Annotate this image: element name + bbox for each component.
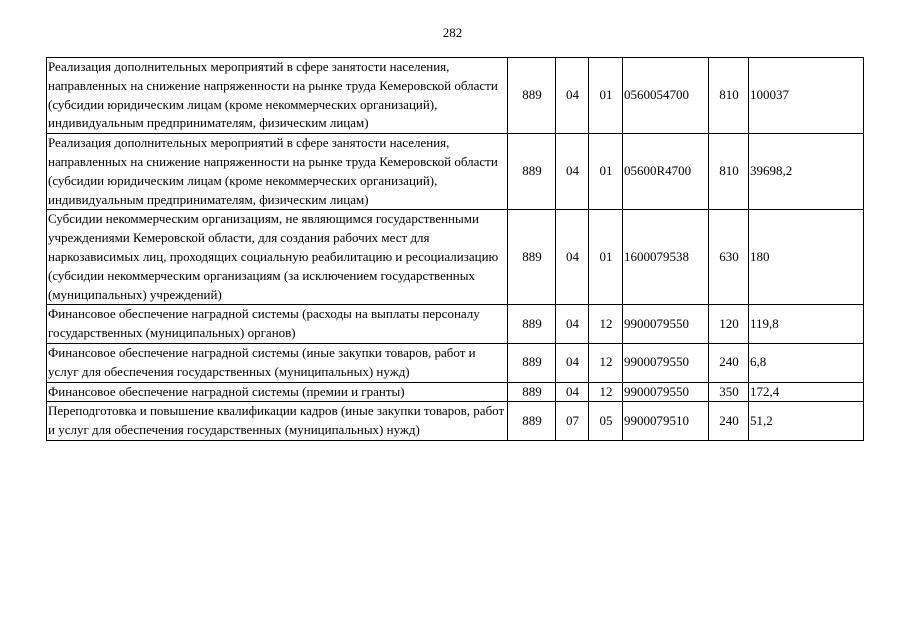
budget-table [46, 57, 864, 441]
amount-value: 172,4 [749, 382, 864, 402]
section-code: 04 [556, 343, 589, 382]
target-article-code: 9900079550 [623, 343, 709, 382]
subsection-code: 01 [589, 134, 623, 210]
page-number: 282 [442, 25, 463, 40]
row-description: Финансовое обеспечение наградной системы (премии и гранты) [47, 382, 508, 402]
table-row [47, 343, 864, 382]
expense-type-code: 810 [709, 58, 749, 134]
table-row [47, 382, 864, 402]
expense-type-code: 350 [709, 382, 749, 402]
amount-value: 180 [749, 210, 864, 305]
table-row [47, 58, 864, 134]
expense-type-code: 630 [709, 210, 749, 305]
subsection-code: 05 [589, 402, 623, 441]
amount-value: 119,8 [749, 305, 864, 344]
section-code: 04 [556, 305, 589, 344]
expense-type-code: 240 [709, 402, 749, 441]
row-description: Реализация дополнительных мероприятий в сфере занятости населения, направленных на снижение напряженности на рынке труда Кемеровской области (субсидии юридическим лицам (кроме некоммерческих организаций), индивидуальным предпринимателям, физическим лицам) [47, 134, 508, 210]
ministry-code: 889 [508, 343, 556, 382]
amount-value: 100037 [749, 58, 864, 134]
section-code: 04 [556, 382, 589, 402]
ministry-code: 889 [508, 134, 556, 210]
subsection-code: 01 [589, 210, 623, 305]
section-code: 07 [556, 402, 589, 441]
target-article-code: 9900079550 [623, 382, 709, 402]
table-row [47, 305, 864, 344]
subsection-code: 01 [589, 58, 623, 134]
ministry-code: 889 [508, 210, 556, 305]
section-code: 04 [556, 134, 589, 210]
target-article-code: 9900079550 [623, 305, 709, 344]
row-description: Финансовое обеспечение наградной системы (расходы на выплаты персоналу государственных (муниципальных) органов) [47, 305, 508, 344]
row-description: Субсидии некоммерческим организациям, не являющимся государственными учреждениями Кемеровской области, для создания рабочих мест для наркозависимых лиц, проходящих социальную реабилитацию и ресоциализацию (субсидии некоммерческим организациям (за исключением государственных (муниципальных) учреждений) [47, 210, 508, 305]
expense-type-code: 120 [709, 305, 749, 344]
ministry-code: 889 [508, 382, 556, 402]
amount-value: 39698,2 [749, 134, 864, 210]
target-article-code: 1600079538 [623, 210, 709, 305]
section-code: 04 [556, 58, 589, 134]
subsection-code: 12 [589, 305, 623, 344]
subsection-code: 12 [589, 343, 623, 382]
table-row [47, 134, 864, 210]
expense-type-code: 810 [709, 134, 749, 210]
ministry-code: 889 [508, 402, 556, 441]
row-description: Финансовое обеспечение наградной системы (иные закупки товаров, работ и услуг для обеспечения государственных (муниципальных) нужд) [47, 343, 508, 382]
row-description: Реализация дополнительных мероприятий в сфере занятости населения, направленных на снижение напряженности на рынке труда Кемеровской области (субсидии юридическим лицам (кроме некоммерческих организаций), индивидуальным предпринимателям, физическим лицам) [47, 58, 508, 134]
ministry-code: 889 [508, 58, 556, 134]
table-row [47, 210, 864, 305]
amount-value: 6,8 [749, 343, 864, 382]
section-code: 04 [556, 210, 589, 305]
target-article-code: 9900079510 [623, 402, 709, 441]
subsection-code: 12 [589, 382, 623, 402]
target-article-code: 0560054700 [623, 58, 709, 134]
target-article-code: 05600R4700 [623, 134, 709, 210]
ministry-code: 889 [508, 305, 556, 344]
table-row [47, 402, 864, 441]
table-body [47, 58, 864, 441]
row-description: Переподготовка и повышение квалификации кадров (иные закупки товаров, работ и услуг для обеспечения государственных (муниципальных) нужд) [47, 402, 508, 441]
amount-value: 51,2 [749, 402, 864, 441]
expense-type-code: 240 [709, 343, 749, 382]
